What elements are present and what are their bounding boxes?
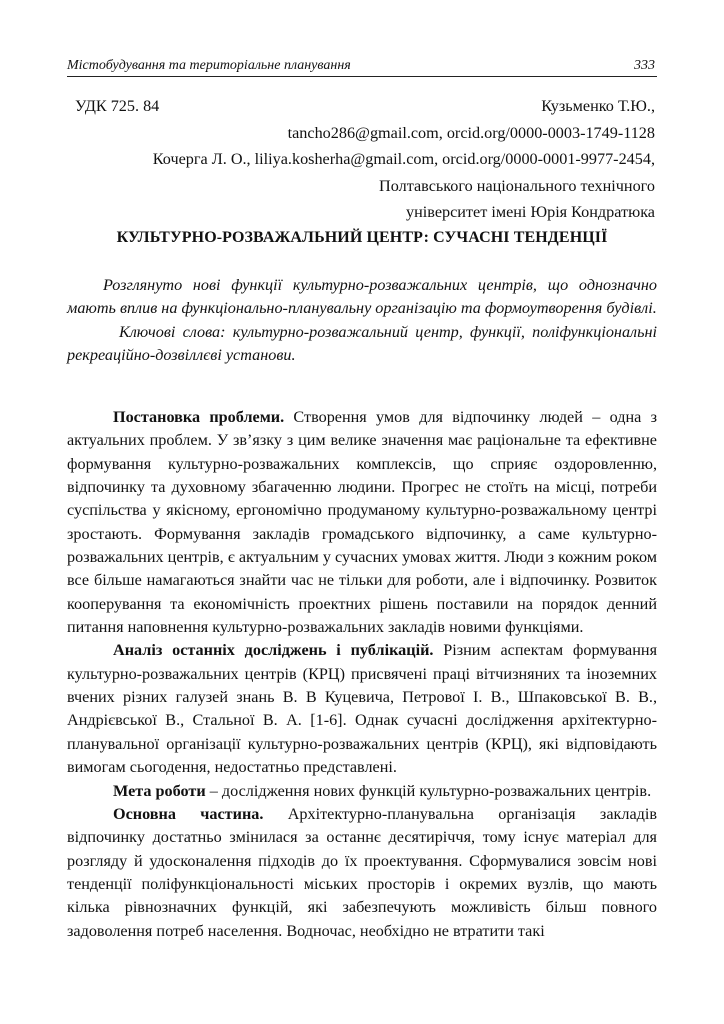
running-header (67, 56, 657, 77)
analysis-text: Різним аспектам формування культурно-розважальних центрів (КРЦ) присвячені праці вітчизняних та іноземних вчених різних галузей знань В. В Куцевича, Петрової І. В., Шпаковської В. В., Андрієвської В., Стальної В. А. [1-6]. Однак сучасні дослідження архітектурно-планувальної організації культурно-розважальних центрів (КРЦ), які відповідають вимогам сьогодення, недостатньо представлені. (67, 641, 658, 777)
article-metadata (67, 93, 657, 226)
affiliation-line-1: Полтавського національного технічного (379, 176, 655, 195)
section-analysis (67, 639, 657, 779)
page-number: 333 (634, 58, 655, 73)
section-problem (67, 406, 657, 639)
udc-code: УДК 725. 84 (75, 97, 160, 115)
goal-heading: Мета роботи (113, 781, 206, 800)
section-main (67, 803, 657, 943)
author-1-contacts: tancho286@gmail.com, orcid.org/0000-0003-1749-1128 (287, 123, 655, 142)
author-1-name: Кузьменко Т.Ю., (541, 97, 655, 115)
main-heading: Основна частина. (113, 804, 264, 823)
journal-title: Містобудування та територіальне планування (67, 58, 351, 73)
author-2-line: Кочерга Л. О., liliya.kosherha@gmail.com, orcid.org/0000-0001-9977-2454, (152, 150, 655, 168)
section-goal (67, 780, 657, 803)
abstract-text: Розглянуто нові функції культурно-розважальних центрів, що однозначно мають вплив на функціонально-планувальну організацію та формоутворення будівлі. (67, 276, 657, 318)
article-title: КУЛЬТУРНО-РОЗВАЖАЛЬНИЙ ЦЕНТР: СУЧАСНІ ТЕНДЕНЦІЇ (116, 229, 608, 246)
affiliation-line-2: університет імені Юрія Кондратюка (406, 203, 655, 221)
abstract (67, 274, 657, 367)
keywords: Ключові слова: культурно-розважальний центр, функції, поліфункціональні рекреаційно-дозвіллєві установи. (67, 322, 657, 364)
article-body (67, 406, 657, 943)
main-text: Архітектурно-планувальна організація закладів відпочинку достатньо змінилася за останнє десятиріччя, тому існує матеріал для розгляду й удосконалення підходів до їх проектування. Сформувалися зовсім нові тенденції поліфункціональності міських просторів і окремих вузлів, що мають кілька рівнозначних функцій, які забезпечують можливість більш повного задоволення потреб населення. Водночас, необхідно не втратити такі (67, 804, 658, 940)
problem-text: Створення умов для відпочинку людей – одна з актуальних проблем. У зв’язку з цим велике значення має раціональне та ефективне формування культурно-розважальних комплексів, що сприяє оздоровленню, відпочинку та духовному збагаченню людини. Прогрес не стоїть на місці, потреби суспільства у якісному, ергономічно продуманому культурно-розважальному центрі зростають. Формування закладів громадського відпочинку, а саме культурно-розважальних центрів, є актуальним у сучасних умовах життя. Люди з кожним роком все більше намагаються знайти час не тільки для роботи, але і відпочинку. Розвиток кооперування та економічність проектних рішень поставили на порядок денний питання наповнення культурно-розважальних закладів новими функціями. (67, 408, 657, 637)
goal-text: – дослідження нових функцій культурно-розважальних центрів. (205, 781, 652, 800)
problem-heading: Постановка проблеми. (113, 408, 285, 426)
analysis-heading: Аналіз останніх досліджень і публікацій. (113, 641, 434, 660)
